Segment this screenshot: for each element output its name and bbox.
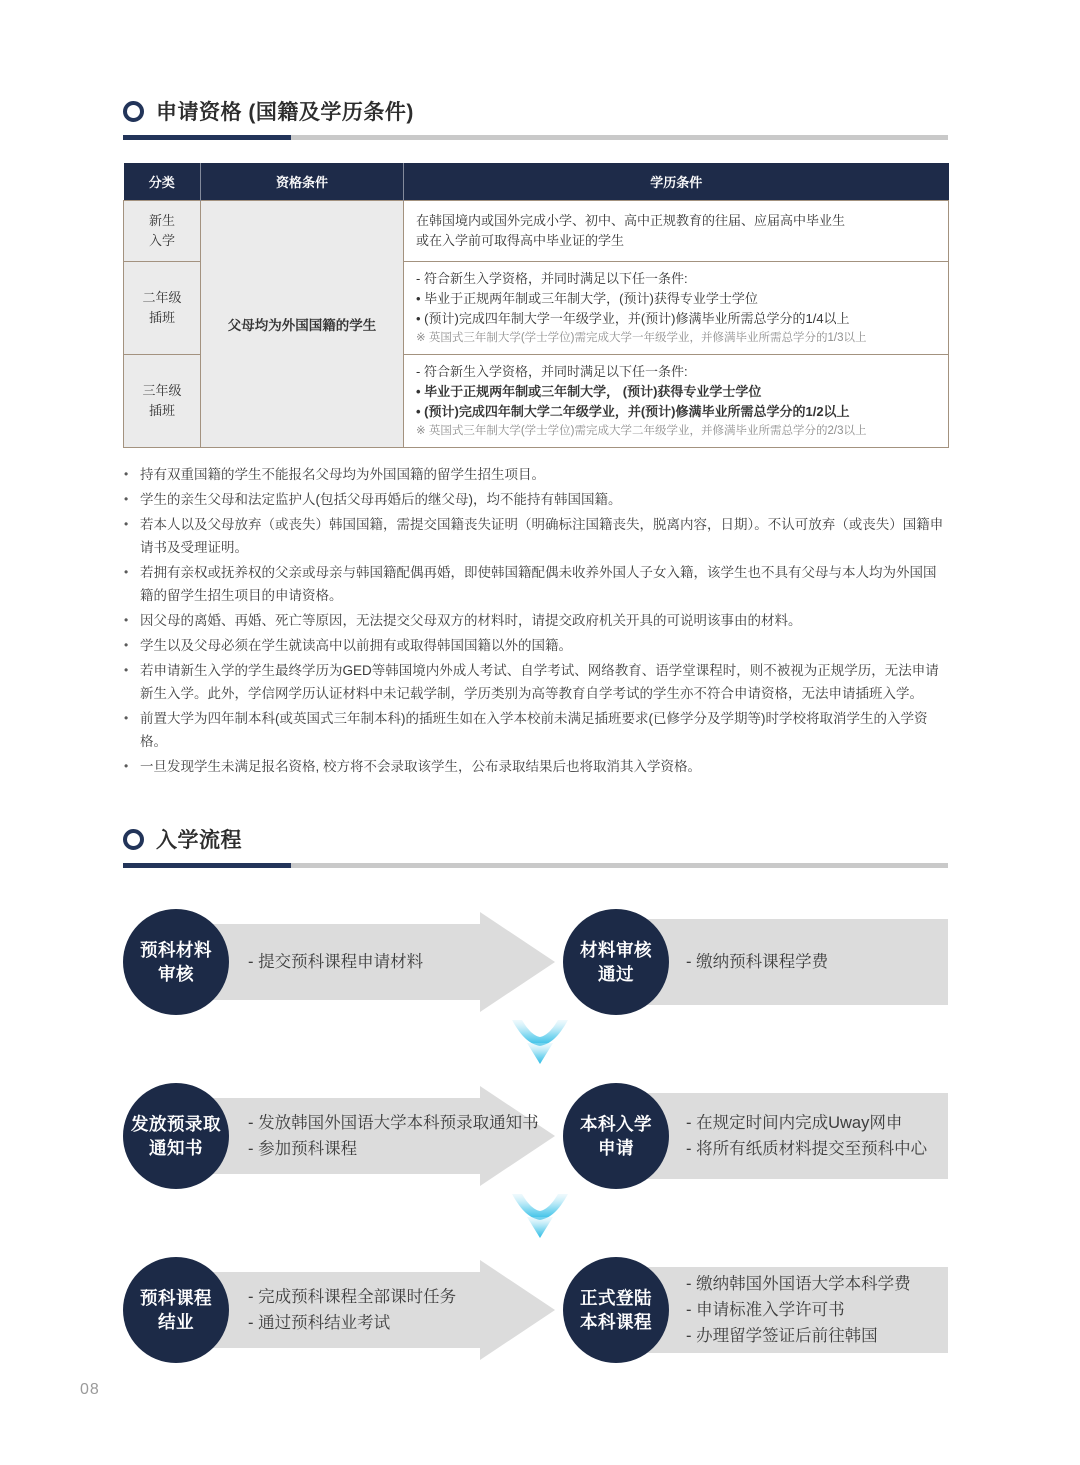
note-item: • 若拥有亲权或抚养权的父亲或母亲与韩国籍配偶再婚，即使韩国籍配偶未收养外国人子女入籍，该学生也不具有父母与本人均为外国国籍的留学生招生项目的申请资格。 [123,561,948,607]
section2-underline [123,863,948,868]
category-cell-year2: 二年级 插班 [124,262,201,355]
table-header-qualification: 资格条件 [201,163,404,201]
note-item: • 前置大学为四年制本科(或英国式三年制本科)的插班生如在入学本校前未满足插班要求(已修学分及学期等)时学校将取消学生的入学资格。 [123,707,948,753]
edu-line: • 毕业于正规两年制或三年制大学， (预计)获得专业学士学位 [416,384,762,399]
flow-step-circle: 发放预录取 通知书 [123,1083,229,1189]
edu-line: 或在入学前可取得高中毕业证的学生 [416,233,625,248]
flow-step-details: - 提交预科课程申请材料 [248,953,424,971]
flow-step-circle: 正式登陆 本科课程 [563,1257,669,1363]
flow-gap-2 [123,1192,948,1254]
education-cell-year2 [404,262,949,355]
down-arrow-icon [512,1020,568,1074]
section2-title-row [123,824,948,854]
flow-step-circle: 本科入学 申请 [563,1083,669,1189]
section-application-qualification [123,96,948,778]
category-cell-year3: 三年级 插班 [124,355,201,448]
flow-step-details: - 缴纳预科课程学费 [686,953,829,971]
edu-line: - 符合新生入学资格，并同时满足以下任一条件: [416,364,688,379]
edu-note-line: ※ 英国式三年制大学(学士学位)需完成大学一年级学业，并修满毕业所需总学分的1/3以上 [416,332,867,344]
section2-title: 入学流程 [156,829,242,852]
section1-title-row [123,96,948,126]
qualification-table [123,163,949,448]
edu-note-line: ※ 英国式三年制大学(学士学位)需完成大学二年级学业，并修满毕业所需总学分的2/3以上 [416,425,867,437]
flow-step-circle: 材料审核 通过 [563,909,669,1015]
page-number: 08 [80,1381,100,1398]
flow-step-details: - 缴纳韩国外国语大学本科学费 - 申请标准入学许可书 - 办理留学签证后前往韩国 [686,1275,911,1345]
note-item: • 学生以及父母必须在学生就读高中以前拥有或取得韩国国籍以外的国籍。 [123,634,948,657]
note-item: • 一旦发现学生未满足报名资格, 校方将不会录取该学生，公布录取结果后也将取消其入学资格。 [123,755,948,778]
note-item: • 持有双重国籍的学生不能报名父母均为外国国籍的留学生招生项目。 [123,463,948,486]
table-header-category: 分类 [124,163,201,201]
down-arrow-icon [512,1194,568,1248]
note-item: • 若本人以及父母放弃（或丧失）韩国国籍，需提交国籍丧失证明（明确标注国籍丧失，脱离内容，日期）。不认可放弃（或丧失）国籍申请书及受理证明。 [123,513,948,559]
bullet-ring-icon [123,829,144,850]
education-cell-freshman [404,201,949,262]
section-admission-process [123,824,948,1366]
flow-row-2 [123,1080,948,1192]
flow-row-1 [123,906,948,1018]
flow-row-3 [123,1254,948,1366]
edu-line: • 毕业于正规两年制或三年制大学，(预计)获得专业学士学位 [416,291,758,306]
section1-title: 申请资格 (国籍及学历条件) [156,101,414,124]
section2-underline-accent [123,863,291,868]
table-row-freshman [124,201,949,262]
education-cell-year3 [404,355,949,448]
note-item: • 因父母的离婚、再婚、死亡等原因，无法提交父母双方的材料时，请提交政府机关开具的可说明该事由的材料。 [123,609,948,632]
page-content [123,0,948,1366]
note-item: • 学生的亲生父母和法定监护人(包括父母再婚后的继父母)，均不能持有韩国国籍。 [123,488,948,511]
admission-flowchart [123,906,948,1366]
qualification-notes-list [123,463,948,778]
edu-line: - 符合新生入学资格，并同时满足以下任一条件: [416,271,688,286]
edu-line: • (预计)完成四年制大学一年级学业，并(预计)修满毕业所需总学分的1/4以上 [416,311,850,326]
bullet-ring-icon [123,101,144,122]
edu-line: 在韩国境内或国外完成小学、初中、高中正规教育的往届、应届高中毕业生 [416,213,846,228]
category-cell-freshman: 新生 入学 [124,201,201,262]
flow-step-circle: 预科课程 结业 [123,1257,229,1363]
flow-step-circle: 预科材料 审核 [123,909,229,1015]
edu-line: • (预计)完成四年制大学二年级学业，并(预计)修满毕业所需总学分的1/2以上 [416,404,850,419]
note-item: • 若申请新生入学的学生最终学历为GED等韩国境内外成人考试、自学考试、网络教育、语学堂课程时，则不被视为正规学历，无法申请新生入学。此外，学信网学历认证材料中未记载学制，学历类别为高等教育自学考试的学生亦不符合申请资格，无法申请插班入学。 [123,659,948,705]
section1-underline-accent [123,135,291,140]
flow-step-details: - 完成预科课程全部课时任务 - 通过预科结业考试 [248,1288,457,1332]
table-header-education: 学历条件 [404,163,949,201]
section1-underline [123,135,948,140]
table-header-row [124,163,949,201]
flow-step-details: - 在规定时间内完成Uway网申 - 将所有纸质材料提交至预科中心 [686,1114,928,1158]
flow-gap-1 [123,1018,948,1080]
flow-step-details: - 发放韩国外国语大学本科预录取通知书 - 参加预科课程 [248,1114,539,1158]
qualification-cell: 父母均为外国国籍的学生 [201,201,404,448]
